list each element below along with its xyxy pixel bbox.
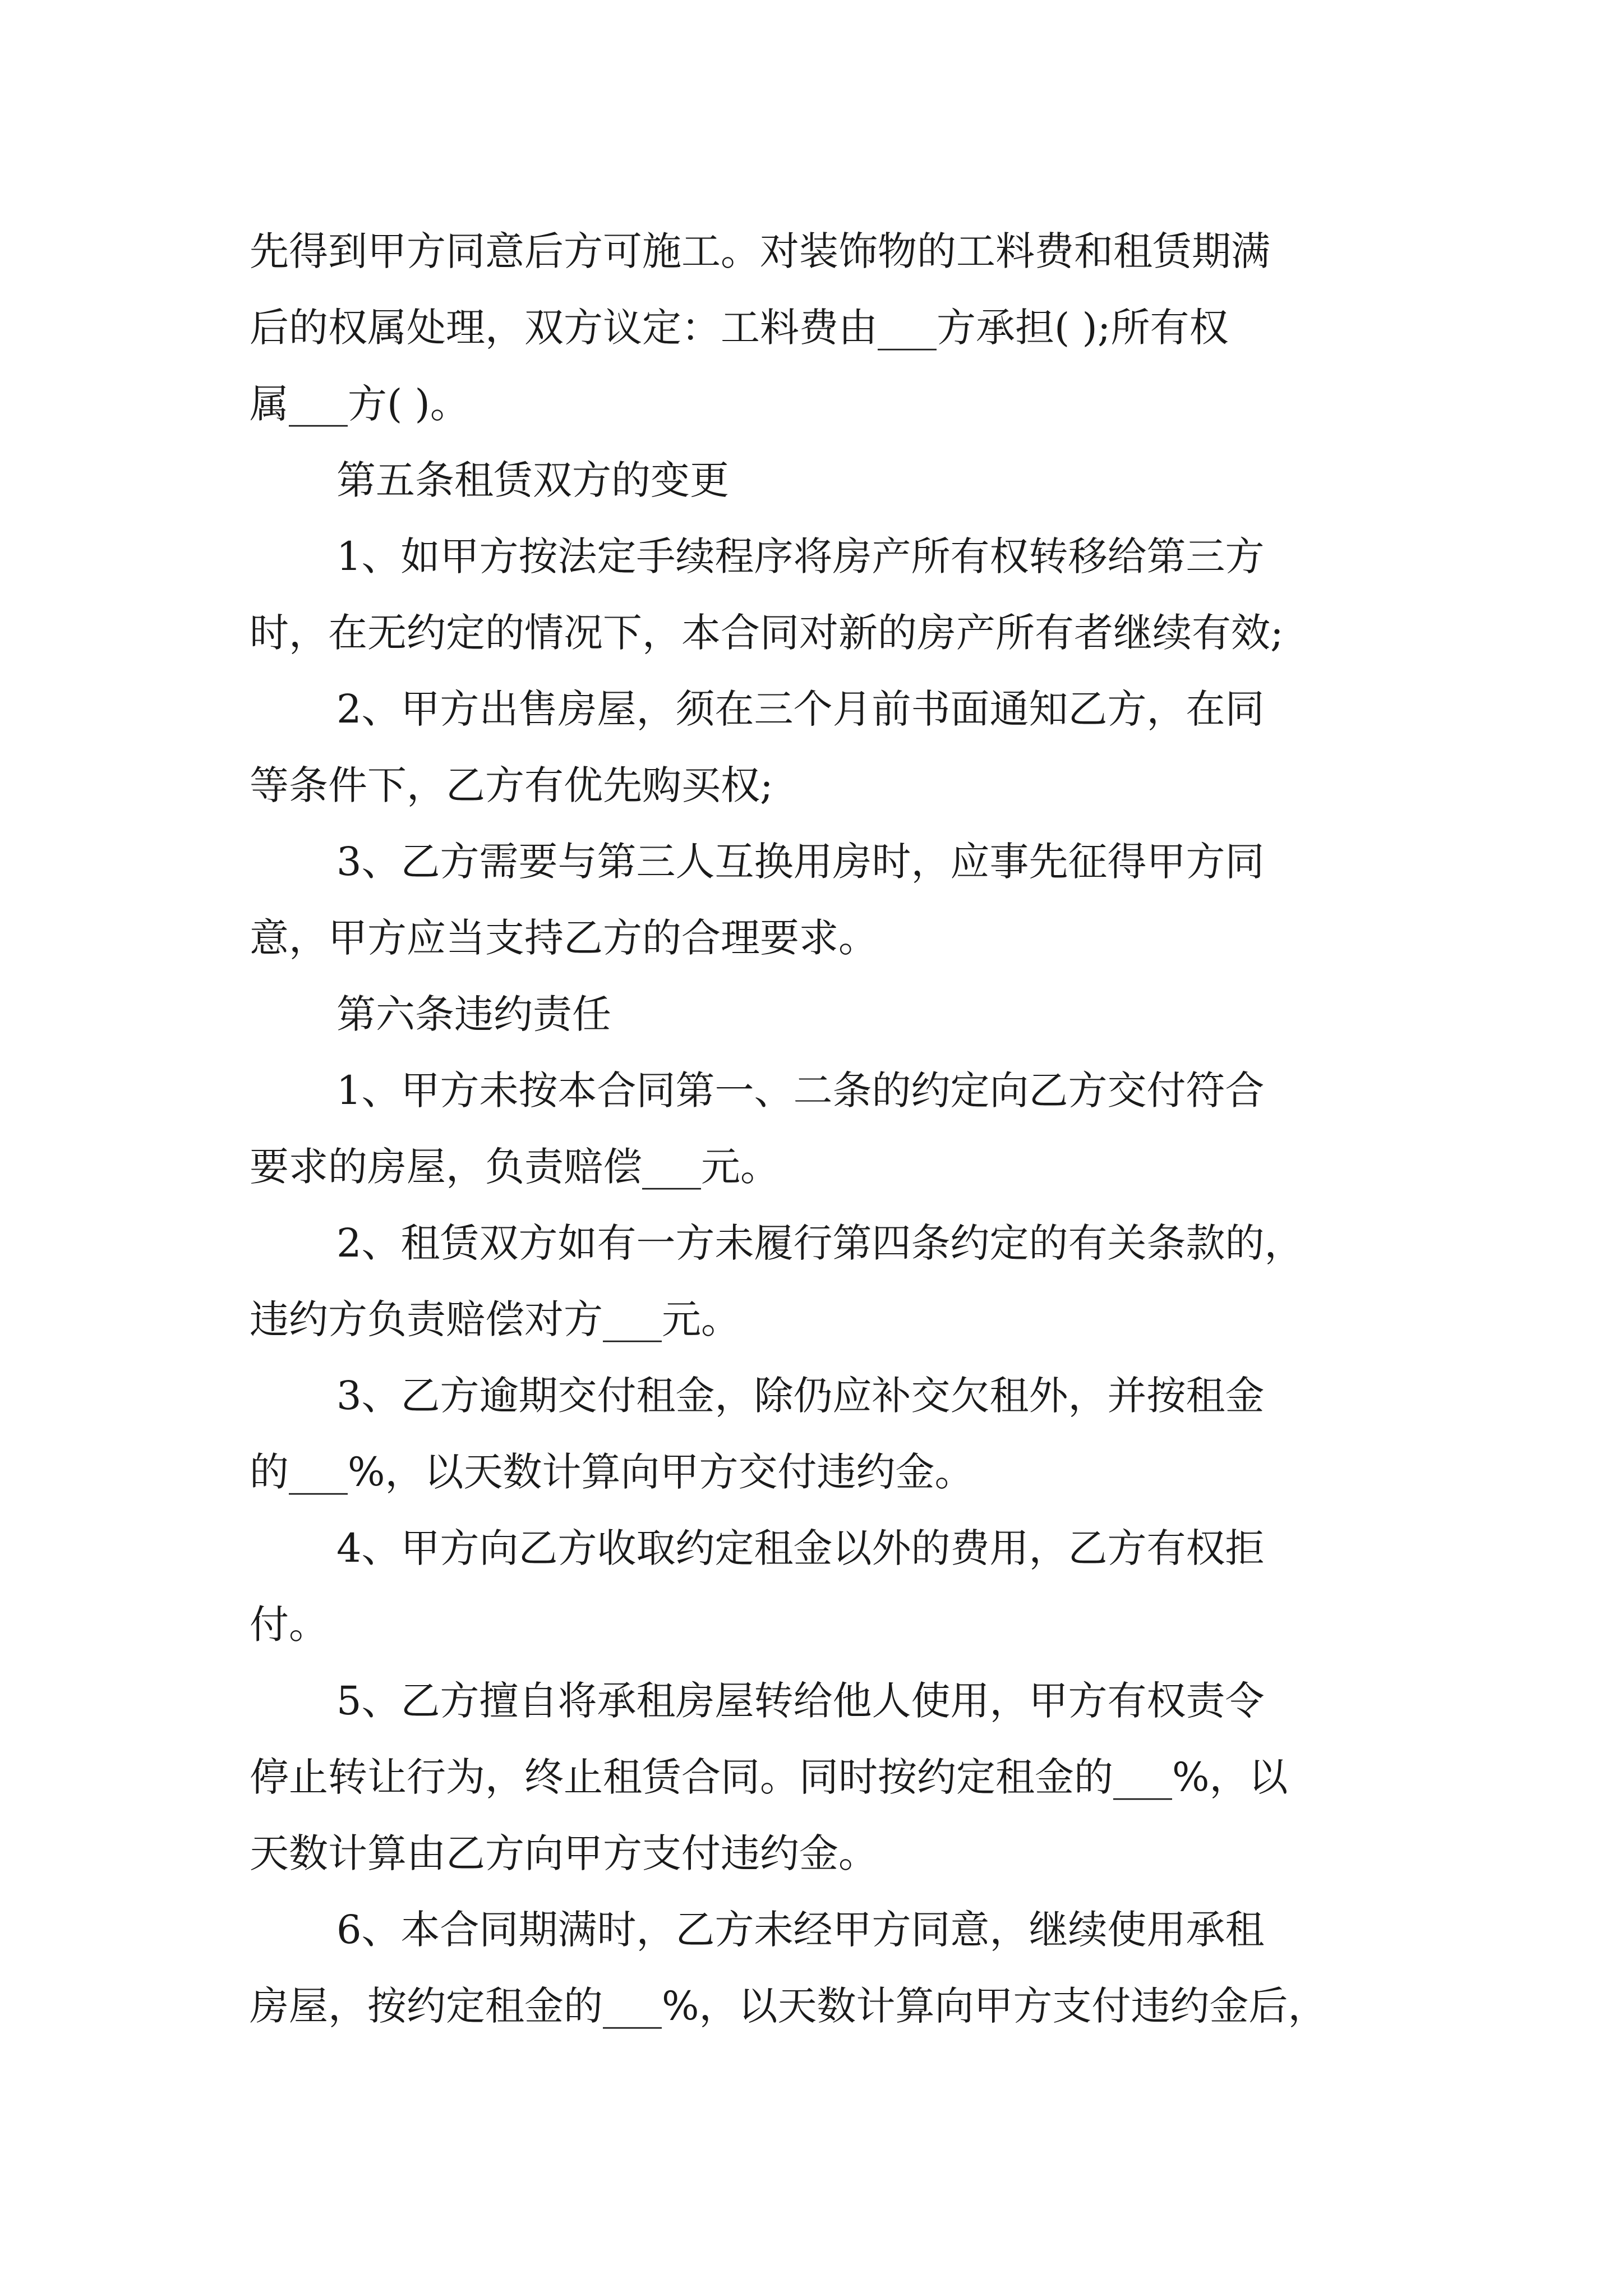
text-line: 等条件下，乙方有优先购买权;: [250, 762, 773, 808]
text-line: 2、甲方出售房屋，须在三个月前书面通知乙方，在同: [336, 686, 1265, 732]
text-line: 房屋，按约定租金的___%，以天数计算向甲方支付违约金后，: [250, 1983, 1327, 2029]
text-line: 后的权属处理，双方议定：工料费由___方承担( );所有权: [250, 305, 1229, 351]
text-line: 先得到甲方同意后方可施工。对装饰物的工料费和租赁期满: [250, 228, 1270, 274]
text-line: 3、乙方逾期交付租金，除仍应补交欠租外，并按租金: [336, 1373, 1265, 1419]
text-line: 意，甲方应当支持乙方的合理要求。: [250, 915, 878, 961]
text-line: 付。: [250, 1602, 328, 1648]
text-line: 1、如甲方按法定手续程序将房产所有权转移给第三方: [336, 533, 1265, 579]
document-body: [250, 213, 1388, 2044]
section-heading: 第六条违约责任: [336, 991, 611, 1037]
text-line: 违约方负责赔偿对方___元。: [250, 1296, 740, 1342]
section-heading: 第五条租赁双方的变更: [336, 457, 729, 503]
text-line: 6、本合同期满时，乙方未经甲方同意，继续使用承租: [336, 1907, 1265, 1953]
text-line: 1、甲方未按本合同第一、二条的约定向乙方交付符合: [336, 1068, 1265, 1114]
text-line: 2、租赁双方如有一方未履行第四条约定的有关条款的，: [336, 1220, 1304, 1266]
text-line: 停止转让行为，终止租赁合同。同时按约定租金的___%，以: [250, 1754, 1288, 1800]
text-line: 4、甲方向乙方收取约定租金以外的费用，乙方有权拒: [336, 1525, 1265, 1571]
text-line: 5、乙方擅自将承租房屋转给他人使用，甲方有权责令: [336, 1678, 1265, 1724]
text-line: 3、乙方需要与第三人互换用房时，应事先征得甲方同: [336, 839, 1265, 885]
text-line: 天数计算由乙方向甲方支付违约金。: [250, 1830, 878, 1876]
text-line: 要求的房屋，负责赔偿___元。: [250, 1144, 780, 1190]
text-line: 属___方( )。: [250, 381, 469, 427]
text-line: 的___%，以天数计算向甲方交付违约金。: [250, 1449, 974, 1495]
text-line: 时，在无约定的情况下，本合同对新的房产所有者继续有效;: [250, 610, 1284, 656]
